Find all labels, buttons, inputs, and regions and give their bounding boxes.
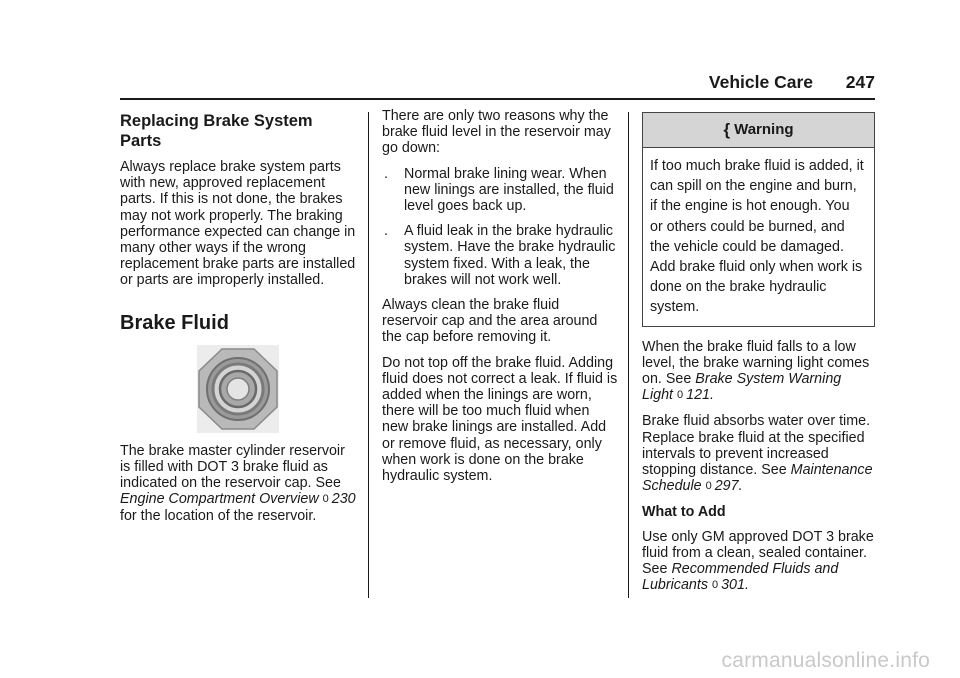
warning-title: Warning (734, 120, 794, 138)
section-heading: Replacing Brake System Parts (120, 112, 313, 150)
section-title: Vehicle Care (708, 72, 813, 92)
page-reference[interactable]: 301 (721, 577, 745, 594)
cross-reference-link[interactable]: Recommended Fluids and Lubricants (642, 561, 839, 594)
warning-triangle-icon: { (723, 119, 731, 139)
warning-box (642, 112, 875, 327)
column-3 (642, 108, 875, 603)
section-heading: Brake Fluid (120, 311, 229, 334)
page-header (120, 72, 875, 94)
paragraph: The brake master cylinder reservoir is filled with DOT 3 brake fluid as indicated on the reservoir cap. See Engine Compartment Overview 0 230 for the location of the reservoir. (120, 442, 356, 525)
paragraph: When the brake fluid falls to a low level, the brake warning light comes on. See Brake System Warning Light 0 121. (642, 338, 870, 404)
reservoir-cap-icon (197, 345, 279, 433)
bullet-icon: . (384, 223, 388, 240)
page-reference[interactable]: 297 (714, 478, 739, 495)
column-2 (382, 108, 618, 493)
cross-reference-link[interactable]: Engine Compartment Overview (120, 491, 319, 508)
page-reference[interactable]: 121 (686, 387, 710, 404)
cross-reference-link[interactable]: Maintenance Schedule (642, 462, 873, 495)
column-1 (120, 108, 356, 534)
reservoir-cap-illustration (120, 345, 356, 433)
page-reference[interactable]: 230 (331, 491, 356, 508)
paragraph: Brake fluid absorbs water over time. Replace brake fluid at the specified intervals to prevent increased stopping distance. See Maintenance Schedule 0 297. (642, 413, 873, 495)
reference-arrow-icon: 0 (705, 480, 712, 493)
subheading: What to Add (642, 504, 726, 521)
reference-arrow-icon: 0 (711, 579, 719, 592)
paragraph: Always clean the brake fluid reservoir cap and the area around the cap before removing it. (382, 297, 598, 346)
reference-arrow-icon: 0 (677, 389, 684, 402)
paragraph: There are only two reasons why the brake fluid level in the reservoir may go down: (382, 108, 611, 157)
paragraph: Do not top off the brake fluid. Adding fluid does not correct a leak. If fluid is added when the linings are worn, there will be too much fluid when new brake linings are installed. Add or remove fluid, as necessary, only when work is done on the brake hydraulic system. (382, 354, 618, 485)
cross-reference-link[interactable]: Brake System Warning Light (642, 371, 842, 404)
reference-arrow-icon: 0 (322, 493, 329, 506)
list-item: . A fluid leak in the brake hydraulic system. Have the brake hydraulic system fixed. With a leak, the brakes will not work well. (384, 223, 616, 288)
watermark: carmanualsonline.info (721, 649, 930, 672)
warning-header (643, 113, 874, 148)
header-rule (120, 98, 875, 100)
list-item: . Normal brake lining wear. When new linings are installed, the fluid level goes back up. (384, 165, 614, 215)
column-divider (628, 112, 629, 598)
warning-text: If too much brake fluid is added, it can spill on the engine and burn, if the engine is hot enough. You or others could be burned, and the vehicle could be damaged. Add brake fluid only when work is done on the brake hydraulic system. (650, 158, 864, 316)
paragraph: Use only GM approved DOT 3 brake fluid from a clean, sealed container. See Recommended Fluids and Lubricants 0 301. (642, 528, 874, 594)
paragraph: Always replace brake system parts with new, approved replacement parts. If this is not done, the brakes may not work properly. The braking performance expected can change in many other ways if the wrong replacement brake parts are installed or parts are improperly installed. (120, 159, 356, 289)
bullet-icon: . (384, 165, 388, 182)
column-divider (368, 112, 369, 598)
page-number: 247 (845, 72, 875, 92)
